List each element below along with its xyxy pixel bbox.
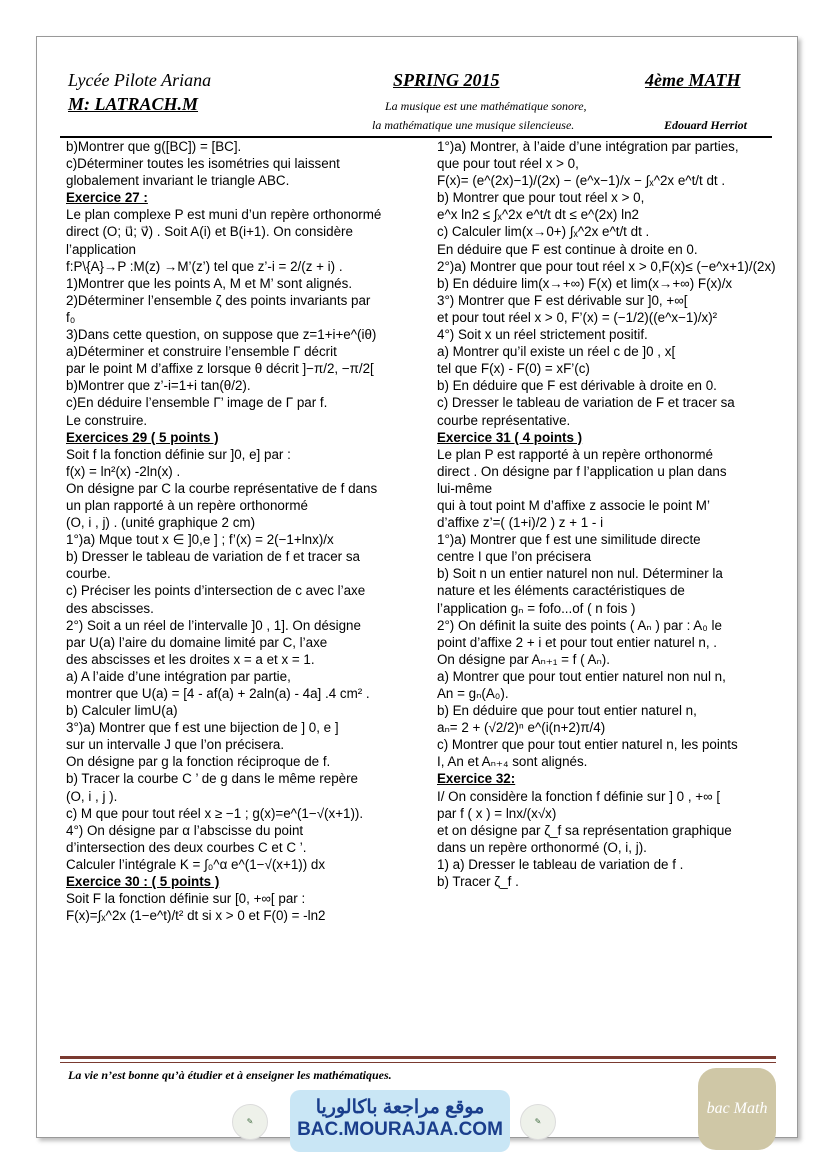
teacher-name: M: LATRACH.M <box>68 94 199 114</box>
text-line: I, An et Aₙ₊₄ sont alignés. <box>437 754 588 770</box>
text-line: tel que F(x) - F(0) = xF’(c) <box>437 361 590 377</box>
text-line: c)En déduire l’ensemble Γ’ image de Γ par f. <box>66 395 328 411</box>
text-line: Le plan complexe P est muni d’un repère orthonormé <box>66 207 382 223</box>
text-line: c) Dresser le tableau de variation de F et tracer sa <box>437 395 735 411</box>
text-line: On désigne par g la fonction réciproque de f. <box>66 754 331 770</box>
text-line: 4°) On désigne par α l’abscisse du point <box>66 822 304 838</box>
text-line: 2°)a) Montrer que pour tout réel x > 0,F(x)≤ (−e^x+1)/(2x) <box>437 258 776 274</box>
site-banner[interactable] <box>290 1090 510 1152</box>
text-line: centre I que l’on précisera <box>437 549 592 565</box>
text-line: aₙ= 2 + (√2/2)ⁿ e^(i(n+2)π/4) <box>437 720 606 736</box>
footer-rule-thin <box>60 1062 776 1063</box>
exercise-title: Exercice 30 : ( 5 points ) <box>66 874 220 890</box>
bac-math-badge: bac Math <box>698 1068 776 1150</box>
text-line: 1)Montrer que les points A, M et M’ sont alignés. <box>66 275 353 291</box>
text-line: On désigne par Aₙ₊₁ = f ( Aₙ). <box>437 651 610 667</box>
text-line: lui-même <box>437 480 493 496</box>
text-line: b) En déduire lim(x→+∞) F(x) et lim(x→+∞) F(x)/x <box>437 275 733 291</box>
text-line: direct . On désigne par f l’application u plan dans <box>437 463 727 479</box>
text-line: Soit F la fonction définie sur [0, +∞[ par : <box>66 891 306 907</box>
text-line: b) En déduire que F est dérivable à droite en 0. <box>437 378 717 394</box>
text-line: a) A l’aide d’une intégration par partie, <box>66 668 291 684</box>
text-line: un plan rapporté à un repère orthonormé <box>66 497 308 513</box>
text-line: b) Dresser le tableau de variation de f et tracer sa <box>66 549 360 565</box>
text-line: sur un intervalle J que l’on précisera. <box>66 737 285 753</box>
text-line: b) Calculer limU(a) <box>66 703 178 719</box>
text-line: 1) a) Dresser le tableau de variation de f . <box>437 856 684 872</box>
text-line: et on désigne par ζ_f sa représentation graphique <box>437 822 732 838</box>
text-line: 2°) Soit a un réel de l’intervalle ]0 , 1]. On désigne <box>66 617 361 633</box>
school-name: Lycée Pilote Ariana <box>68 70 212 90</box>
text-line: f₀ <box>66 309 76 325</box>
text-line: par U(a) l’aire du domaine limité par C, l’axe <box>66 634 328 650</box>
text-line: 1°)a) Mque tout x ∈ ]0,e ] ; f’(x) = 2(−1+lnx)/x <box>66 532 334 548</box>
right-column <box>437 138 777 890</box>
text-line: On désigne par C la courbe représentative de f dans <box>66 480 378 496</box>
text-line: l’application gₙ = fofo...of ( n fois ) <box>437 600 636 616</box>
text-line: b)Montrer que z’-i=1+i tan(θ/2). <box>66 378 251 394</box>
footer-quote: La vie n’est bonne qu’à étudier et à enseigner les mathématiques. <box>68 1068 392 1082</box>
text-line: direct (O; u⃗; v⃗) . Soit A(i) et B(i+1). On considère <box>66 224 353 240</box>
text-line: En déduire que F est continue à droite en 0. <box>437 241 698 257</box>
text-line: 1°)a) Montrer que f est une similitude directe <box>437 532 701 548</box>
text-line: montrer que U(a) = [4 - af(a) + 2aln(a) - 4a] .4 cm² . <box>66 686 370 701</box>
text-line: 3°)a) Montrer que f est une bijection de ] 0, e ] <box>66 720 339 736</box>
text-line: c) Montrer que pour tout entier naturel n, les points <box>437 737 738 753</box>
site-arabic: موقع مراجعة باكالوريا <box>315 1097 485 1118</box>
text-line: a)Déterminer et construire l’ensemble Γ décrit <box>66 344 337 360</box>
text-line: courbe représentative. <box>437 412 571 428</box>
text-line: (O, i , j ). <box>66 788 118 804</box>
text-line: nature et les éléments caractéristiques de <box>437 583 685 599</box>
text-line: 2°) On définit la suite des points ( Aₙ ) par : A₀ le <box>437 617 722 633</box>
text-line: F(x)= (e^(2x)−1)/(2x) − (e^x−1)/x − ∫ₓ^2x e^t/t dt . <box>437 173 726 189</box>
text-line: 2)Déterminer l’ensemble ζ des points invariants par <box>66 292 371 308</box>
text-line: et pour tout réel x > 0, F’(x) = (−1/2)((e^x−1)/x)² <box>437 309 718 325</box>
text-line: 4°) Soit x un réel strictement positif. <box>437 327 648 343</box>
text-line: Le plan P est rapporté à un repère orthonormé <box>437 446 713 462</box>
text-line: l’application <box>66 241 136 257</box>
text-line: point d’affixe 2 + i et pour tout entier naturel n, . <box>437 634 718 650</box>
text-line: Soit f la fonction définie sur ]0, e] par : <box>66 446 291 462</box>
exercise-title: Exercice 27 : <box>66 190 148 206</box>
text-line: b) Tracer ζ_f . <box>437 874 519 890</box>
text-line: b) Tracer la courbe C ’ de g dans le même repère <box>66 771 359 787</box>
text-line: 1°)a) Montrer, à l’aide d’une intégration par parties, <box>437 139 739 154</box>
text-line: b) En déduire que pour tout entier naturel n, <box>437 703 697 719</box>
right-logo-icon: ✎ <box>520 1104 556 1140</box>
text-line: des abscisses et les droites x = a et x = 1. <box>66 651 315 667</box>
text-line: (O, i , j) . (unité graphique 2 cm) <box>66 515 256 531</box>
text-line: f:P\{A}→P :M(z) →M’(z’) tel que z’-i = 2/(z + i) . <box>66 258 343 274</box>
text-line: des abscisses. <box>66 600 154 616</box>
session-label: SPRING 2015 <box>393 70 500 90</box>
text-line: 3)Dans cette question, on suppose que z=1+i+e^(iθ) <box>66 327 377 343</box>
text-line: par f ( x ) = lnx/(x√x) <box>437 805 557 821</box>
text-line: Le construire. <box>66 412 148 428</box>
exercise-title: Exercices 29 ( 5 points ) <box>66 429 219 445</box>
text-line: globalement invariant le triangle ABC. <box>66 173 290 189</box>
text-line: c) Préciser les points d’intersection de c avec l’axe <box>66 583 366 599</box>
text-line: d’affixe z’=( (1+i)/2 ) z + 1 - i <box>437 515 604 531</box>
text-line: a) Montrer qu’il existe un réel c de ]0 , x[ <box>437 344 676 360</box>
text-line: a) Montrer que pour tout entier naturel non nul n, <box>437 668 726 684</box>
quote-line-1: La musique est une mathématique sonore, <box>385 99 587 113</box>
text-line: c) M que pour tout réel x ≥ −1 ; g(x)=e^(1−√(x+1)). <box>66 805 364 821</box>
left-logo-icon: ✎ <box>232 1104 268 1140</box>
text-line: d’intersection des deux courbes C et C ’. <box>66 839 307 855</box>
text-line: b) Montrer que pour tout réel x > 0, <box>437 190 645 206</box>
text-line: I/ On considère la fonction f définie sur ] 0 , +∞ [ <box>437 788 721 804</box>
text-line: An = gₙ(A₀). <box>437 686 509 701</box>
exercise-title: Exercice 32: <box>437 771 516 787</box>
quote-author: Edouard Herriot <box>664 118 748 132</box>
text-line: courbe. <box>66 566 111 582</box>
text-line: b)Montrer que g([BC]) = [BC]. <box>66 139 242 154</box>
text-line: F(x)=∫ₓ^2x (1−e^t)/t² dt si x > 0 et F(0) = -ln2 <box>66 908 326 924</box>
text-line: 3°) Montrer que F est dérivable sur ]0, +∞[ <box>437 292 688 308</box>
left-column <box>66 138 416 924</box>
text-line: b) Soit n un entier naturel non nul. Déterminer la <box>437 566 723 582</box>
text-line: e^x ln2 ≤ ∫ₓ^2x e^t/t dt ≤ e^(2x) ln2 <box>437 207 639 223</box>
text-line: que pour tout réel x > 0, <box>437 156 579 172</box>
text-line: dans un repère orthonormé (O, i, j). <box>437 839 647 855</box>
text-line: c)Déterminer toutes les isométries qui laissent <box>66 156 340 172</box>
quote-line-2: la mathématique une musique silencieuse. <box>372 118 575 132</box>
exercise-title: Exercice 31 ( 4 points ) <box>437 429 583 445</box>
text-line: qui à tout point M d’affixe z associe le point M’ <box>437 497 710 513</box>
text-line: par le point M d’affixe z lorsque θ décrit ]−π/2, −π/2[ <box>66 361 374 377</box>
text-line: Calculer l’intégrale K = ∫₀^α e^(1−√(x+1)) dx <box>66 856 326 872</box>
text-line: f(x) = ln²(x) -2ln(x) . <box>66 463 181 479</box>
site-url[interactable]: BAC.MOURAJAA.COM <box>297 1119 503 1140</box>
footer-rule <box>60 1056 776 1059</box>
text-line: c) Calculer lim(x→0+) ∫ₓ^2x e^t/t dt . <box>437 224 650 240</box>
class-label: 4ème MATH <box>645 70 741 90</box>
